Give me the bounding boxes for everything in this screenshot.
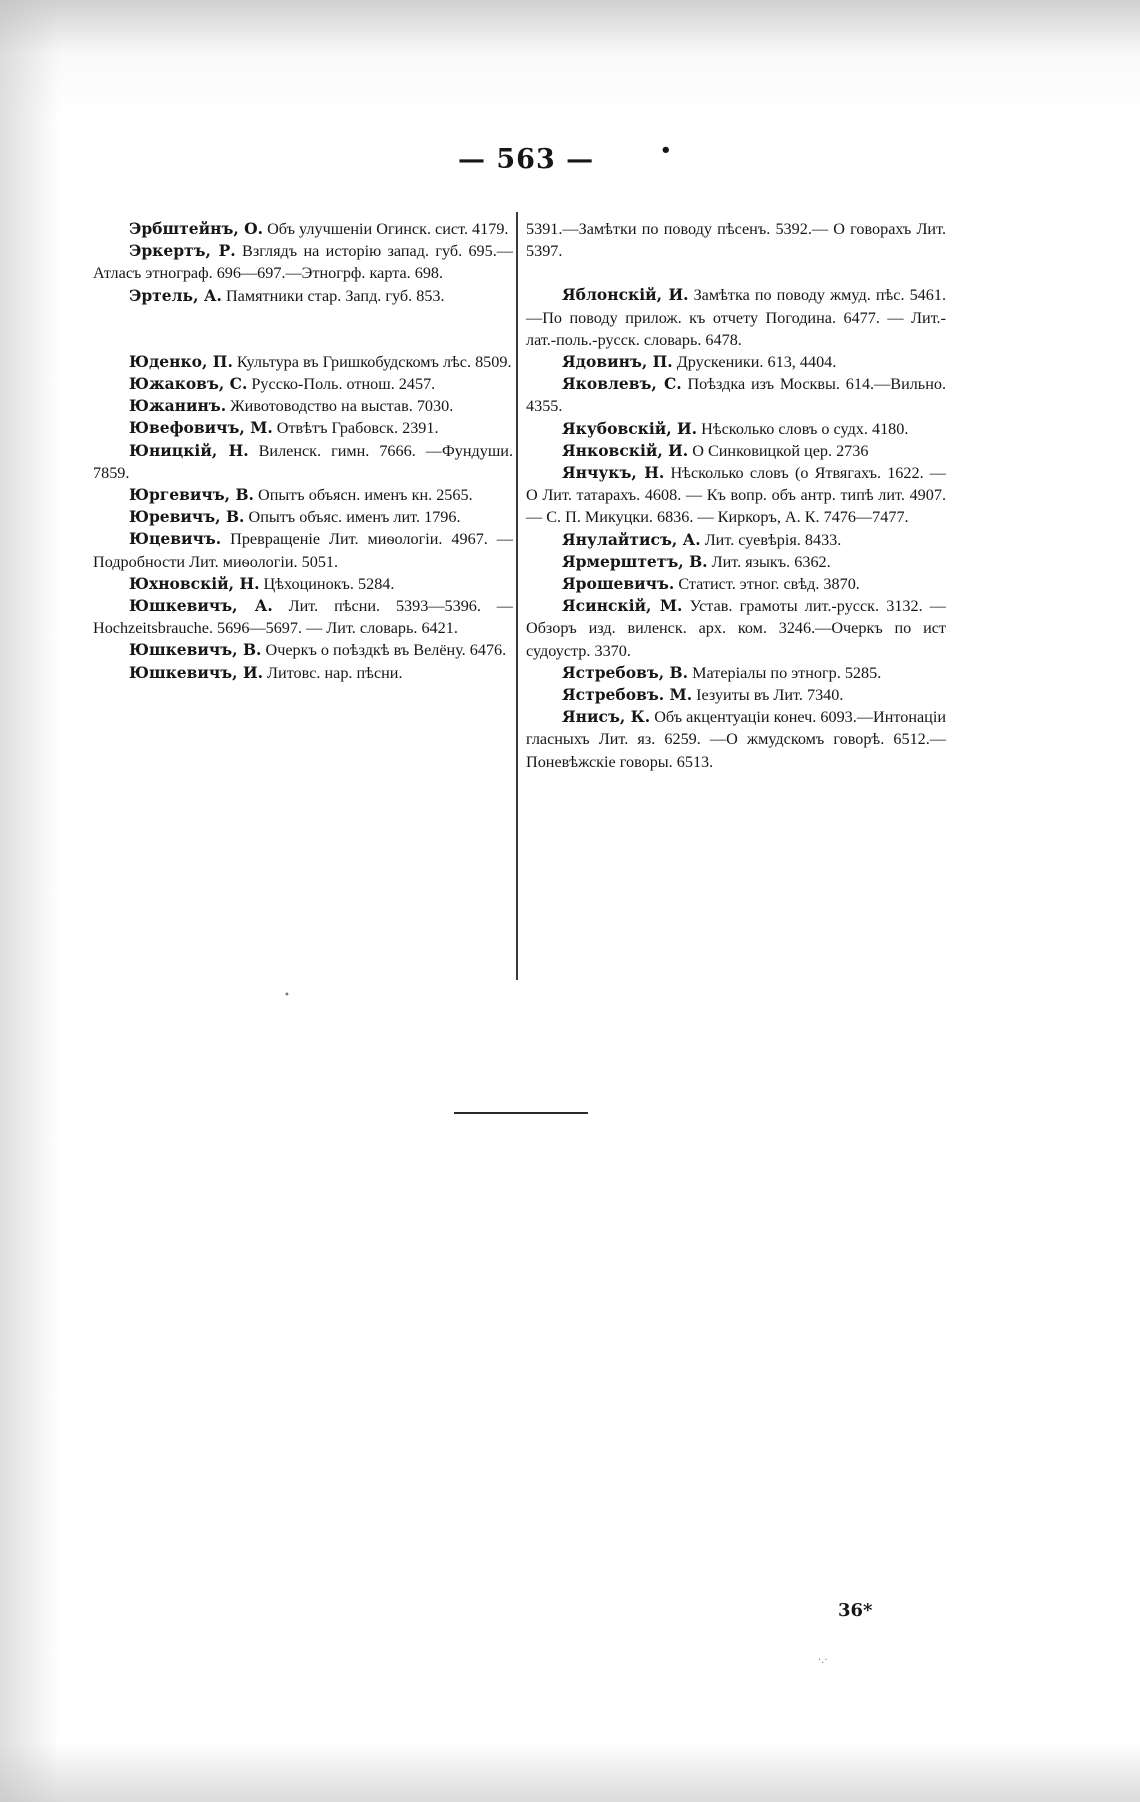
index-entry: Юргевичъ, В. Опытъ объясн. именъ кн. 2565. xyxy=(129,485,473,505)
index-entry: Ярмерштетъ, В. Лит. языкъ. 6362. xyxy=(562,551,831,571)
index-entry: Юшкевичъ, В. Очеркъ о поѣздкѣ въ Велёну. 6476. xyxy=(129,640,507,660)
index-entry: Эркертъ, Р. Взглядъ на исторію запад. губ. 695.—Атласъ этнограф. 696—697.—Этногрф. карта. 698. xyxy=(93,241,513,283)
left-column xyxy=(93,218,513,684)
index-entry: Юхновскій, Н. Цѣхоцинокъ. 5284. xyxy=(129,573,395,593)
index-entry: Эрбштейнъ, О. Объ улучшеніи Огинск. сист. 4179. xyxy=(129,219,509,238)
index-entry: Ястребовъ, В. Матеріалы по этногр. 5285. xyxy=(562,662,882,682)
scan-shadow-top xyxy=(0,0,1140,120)
index-entry: Ювефовичъ, М. Отвѣтъ Грабовск. 2391. xyxy=(129,418,439,438)
signature-mark: 36* xyxy=(838,1600,873,1621)
index-entry: Юшкевичъ, А. Лит. пѣсни. 5393—5396. — Hochzeitsbrauche. 5696—5697. — Лит. словарь. 6421. xyxy=(93,596,513,638)
index-entry: Яковлевъ, С. Поѣздка изъ Москвы. 614.—Вильно. 4355. xyxy=(526,374,946,416)
index-entry: Ястребовъ. М. Іезуиты въ Лит. 7340. xyxy=(562,685,844,705)
index-entry: Ядовинъ, П. Друскеники. 613, 4404. xyxy=(562,352,837,372)
index-entry: Янулайтисъ, А. Лит. суевѣрія. 8433. xyxy=(562,529,842,549)
ink-speck: ·.· xyxy=(818,1655,828,1666)
end-rule xyxy=(454,1112,588,1114)
index-entry: Юденко, П. Культура въ Гришкобудскомъ лѣс. 8509. xyxy=(129,351,512,371)
index-entry: Эртель, А. Памятники стар. Запд. губ. 853. xyxy=(129,285,445,305)
index-entry: Янковскій, И. О Синковицкой цер. 2736 xyxy=(562,440,869,460)
index-entry: Ясинскій, М. Устав. грамоты лит.-русск. 3132. — Обзоръ изд. виленск. арх. ком. 3246.—Очеркъ по ист судоустр. 3370. xyxy=(526,596,946,660)
column-divider xyxy=(516,212,518,980)
index-entry: Якубовскій, И. Нѣсколько словъ о судх. 4180. xyxy=(562,418,909,438)
index-entry: Юницкій, Н. Виленск. гимн. 7666. —Фундуши. 7859. xyxy=(93,440,513,482)
scan-shadow-left xyxy=(0,0,60,1802)
index-entry: Южанинъ. Животоводство на выстав. 7030. xyxy=(129,396,454,416)
index-entry: Юшкевичъ, И. Литовс. нар. пѣсни. xyxy=(129,662,403,682)
index-entry: Ярошевичъ. Статист. этног. свѣд. 3870. xyxy=(562,574,860,594)
index-entry: Янисъ, К. Объ акцентуаціи конеч. 6093.—Интонаціи гласныхъ Лит. яз. 6259. —О жмудскомъ говорѣ. 6512.— Поневѣжскіе говоры. 6513. xyxy=(526,707,946,771)
ink-speck: • xyxy=(284,990,290,1001)
index-entry: Юцевичъ. Превращеніе Лит. миѳологіи. 4967. — Подробности Лит. миѳологіи. 5051. xyxy=(93,529,513,571)
scan-shadow-bottom xyxy=(0,1742,1140,1802)
index-entry: Южаковъ, С. Русско-Поль. отнош. 2457. xyxy=(129,374,436,394)
section-gap xyxy=(526,262,946,284)
index-entry: Юревичъ, В. Опытъ объяс. именъ лит. 1796. xyxy=(129,507,461,527)
continued-entry: 5391.—Замѣтки по поводу пѣсенъ. 5392.— О говорахъ Лит. 5397. xyxy=(526,220,946,261)
right-column xyxy=(526,218,946,773)
page-number: — 563 — xyxy=(458,144,595,175)
index-entry: Яблонскій, И. Замѣтка по поводу жмуд. пѣс. 5461.—По поводу прилож. къ отчету Погодина. 6477. — Лит.-лат.-поль.-русск. словарь. 6478. xyxy=(526,285,946,349)
ink-mark: • xyxy=(660,140,672,161)
index-entry: Янчукъ, Н. Нѣсколько словъ (о Ятвягахъ. 1622. — О Лит. татарахъ. 4608. — Къ вопр. объ антр. типѣ лит. 4907.— С. П. Микуцки. 6836. — Киркоръ, А. К. 7476—7477. xyxy=(526,463,946,527)
section-gap xyxy=(93,307,513,351)
